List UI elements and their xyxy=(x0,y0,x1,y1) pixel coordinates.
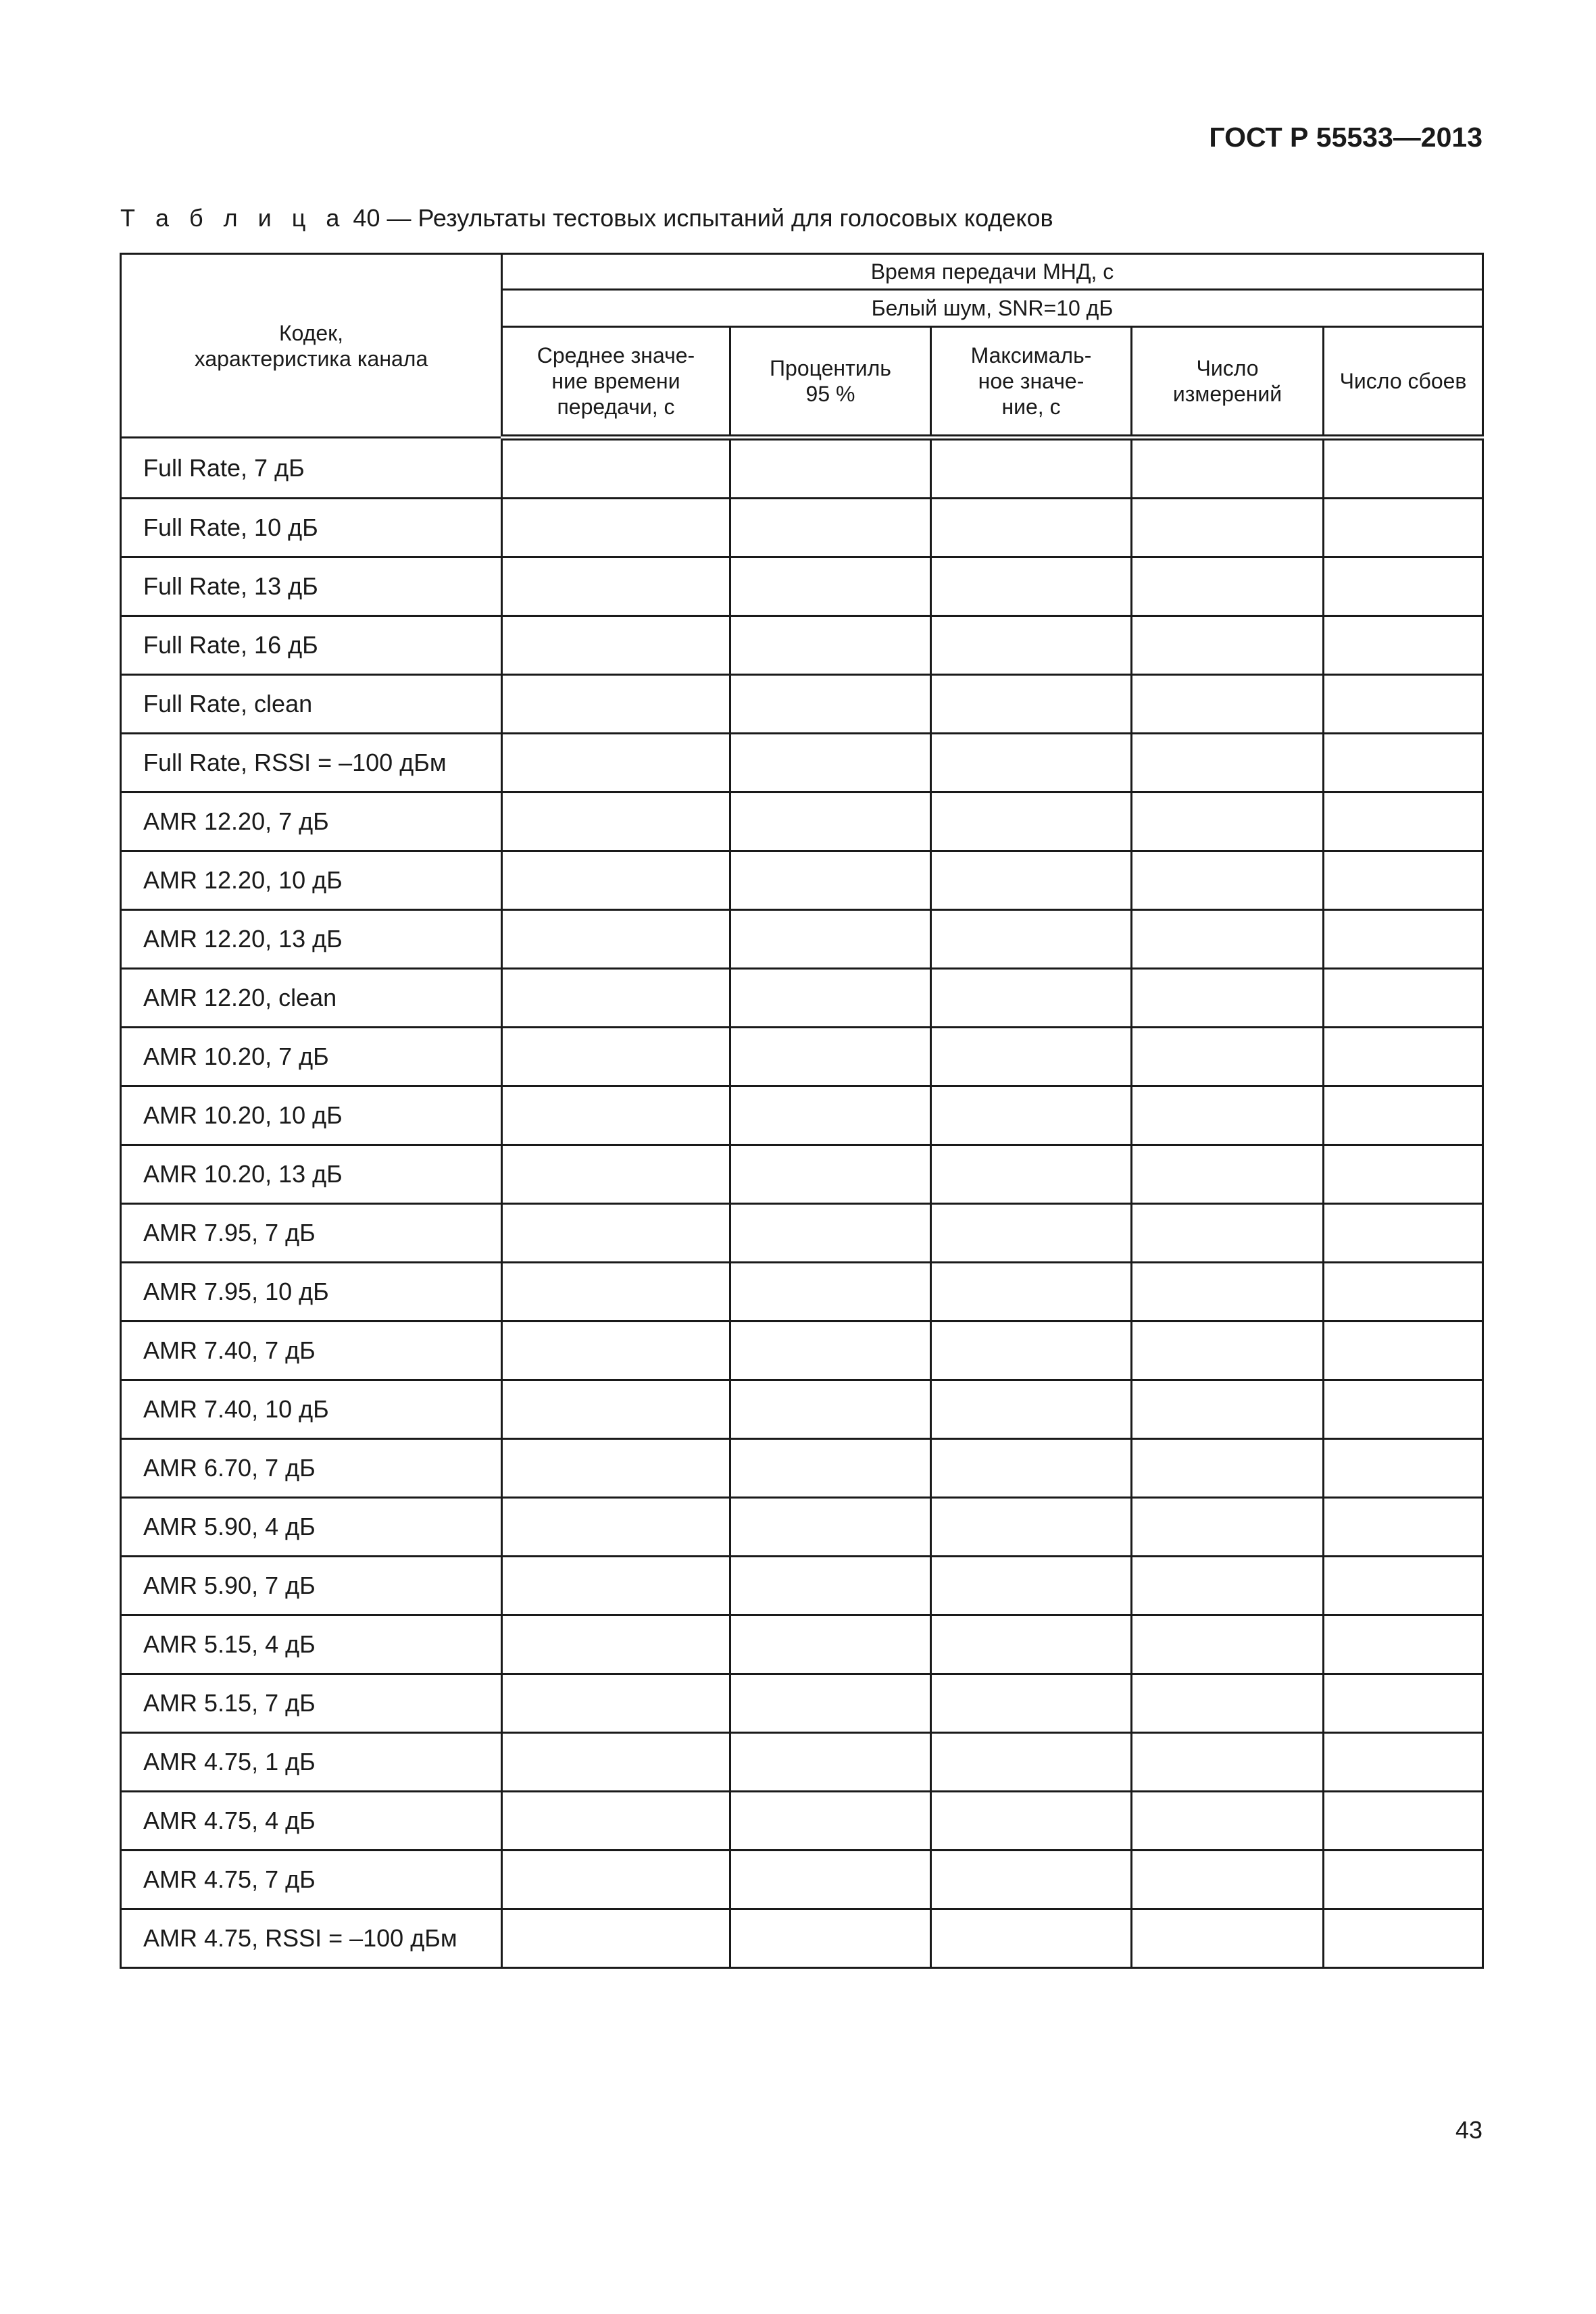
codec-cell: AMR 7.95, 7 дБ xyxy=(121,1204,502,1263)
empty-cell xyxy=(730,499,931,557)
empty-cell xyxy=(1132,1086,1324,1145)
header-failures: Число сбоев xyxy=(1324,327,1483,438)
codec-cell: AMR 6.70, 7 дБ xyxy=(121,1439,502,1498)
codec-cell: AMR 4.75, 4 дБ xyxy=(121,1792,502,1851)
empty-cell xyxy=(931,1204,1132,1263)
empty-cell xyxy=(730,616,931,675)
empty-cell xyxy=(502,557,730,616)
empty-cell xyxy=(1132,1733,1324,1792)
empty-cell xyxy=(730,1439,931,1498)
empty-cell xyxy=(1324,1733,1483,1792)
empty-cell xyxy=(1324,1851,1483,1909)
table-row xyxy=(121,1145,1483,1204)
table-row xyxy=(121,1851,1483,1909)
table-row xyxy=(121,1204,1483,1263)
empty-cell xyxy=(502,1086,730,1145)
empty-cell xyxy=(1324,734,1483,793)
codec-cell: Full Rate, 13 дБ xyxy=(121,557,502,616)
empty-cell xyxy=(931,910,1132,969)
empty-cell xyxy=(730,1557,931,1615)
table-row xyxy=(121,1086,1483,1145)
empty-cell xyxy=(502,1145,730,1204)
empty-cell xyxy=(931,499,1132,557)
empty-cell xyxy=(1324,1557,1483,1615)
table-row xyxy=(121,616,1483,675)
empty-cell xyxy=(502,1028,730,1086)
table-caption xyxy=(120,204,1053,232)
empty-cell xyxy=(931,1615,1132,1674)
empty-cell xyxy=(1132,1322,1324,1380)
empty-cell xyxy=(1324,557,1483,616)
table-caption-title: — Результаты тестовых испытаний для голосовых кодеков xyxy=(380,204,1053,232)
empty-cell xyxy=(931,1145,1132,1204)
codec-cell: AMR 5.90, 7 дБ xyxy=(121,1557,502,1615)
empty-cell xyxy=(730,1145,931,1204)
empty-cell xyxy=(931,1557,1132,1615)
table-row xyxy=(121,1263,1483,1322)
empty-cell xyxy=(1324,1498,1483,1557)
empty-cell xyxy=(502,1792,730,1851)
empty-cell xyxy=(502,499,730,557)
empty-cell xyxy=(931,1439,1132,1498)
empty-cell xyxy=(1132,1909,1324,1968)
empty-cell xyxy=(502,1322,730,1380)
empty-cell xyxy=(502,851,730,910)
codec-cell: Full Rate, 7 дБ xyxy=(121,438,502,499)
empty-cell xyxy=(502,793,730,851)
empty-cell xyxy=(502,1674,730,1733)
empty-cell xyxy=(1132,910,1324,969)
empty-cell xyxy=(1132,1498,1324,1557)
empty-cell xyxy=(1132,1615,1324,1674)
empty-cell xyxy=(502,616,730,675)
empty-cell xyxy=(931,675,1132,734)
codec-cell: AMR 4.75, RSSI = –100 дБм xyxy=(121,1909,502,1968)
empty-cell xyxy=(1324,1792,1483,1851)
empty-cell xyxy=(931,438,1132,499)
empty-cell xyxy=(931,616,1132,675)
empty-cell xyxy=(1324,616,1483,675)
table-row xyxy=(121,1028,1483,1086)
table-row xyxy=(121,499,1483,557)
empty-cell xyxy=(1324,1674,1483,1733)
empty-cell xyxy=(931,1733,1132,1792)
empty-cell xyxy=(1132,1204,1324,1263)
codec-cell: Full Rate, 10 дБ xyxy=(121,499,502,557)
empty-cell xyxy=(730,734,931,793)
table-row xyxy=(121,734,1483,793)
empty-cell xyxy=(1132,1439,1324,1498)
table-row xyxy=(121,1792,1483,1851)
table-row xyxy=(121,793,1483,851)
codec-cell: AMR 7.95, 10 дБ xyxy=(121,1263,502,1322)
empty-cell xyxy=(730,675,931,734)
empty-cell xyxy=(1324,1615,1483,1674)
empty-cell xyxy=(1132,851,1324,910)
header-percentile: Процентиль 95 % xyxy=(730,327,931,438)
empty-cell xyxy=(502,1909,730,1968)
codec-cell: AMR 10.20, 10 дБ xyxy=(121,1086,502,1145)
table-row xyxy=(121,1380,1483,1439)
empty-cell xyxy=(1324,1909,1483,1968)
empty-cell xyxy=(502,1733,730,1792)
empty-cell xyxy=(730,1792,931,1851)
empty-cell xyxy=(1324,1322,1483,1380)
empty-cell xyxy=(931,1322,1132,1380)
empty-cell xyxy=(931,1086,1132,1145)
empty-cell xyxy=(1324,1028,1483,1086)
table-row xyxy=(121,1615,1483,1674)
empty-cell xyxy=(1324,1204,1483,1263)
table-row xyxy=(121,1733,1483,1792)
empty-cell xyxy=(1324,910,1483,969)
empty-cell xyxy=(730,969,931,1028)
empty-cell xyxy=(730,1028,931,1086)
empty-cell xyxy=(1132,969,1324,1028)
empty-cell xyxy=(931,734,1132,793)
codec-cell: Full Rate, 16 дБ xyxy=(121,616,502,675)
table-row xyxy=(121,1557,1483,1615)
empty-cell xyxy=(502,910,730,969)
empty-cell xyxy=(1324,969,1483,1028)
empty-cell xyxy=(730,1909,931,1968)
empty-cell xyxy=(1132,1851,1324,1909)
results-table xyxy=(120,253,1484,1969)
codec-cell: AMR 10.20, 13 дБ xyxy=(121,1145,502,1204)
empty-cell xyxy=(1132,1263,1324,1322)
empty-cell xyxy=(502,734,730,793)
table-row xyxy=(121,1439,1483,1498)
empty-cell xyxy=(730,1851,931,1909)
empty-cell xyxy=(502,1439,730,1498)
empty-cell xyxy=(1324,438,1483,499)
empty-cell xyxy=(730,1086,931,1145)
codec-cell: AMR 12.20, 7 дБ xyxy=(121,793,502,851)
empty-cell xyxy=(1132,1145,1324,1204)
empty-cell xyxy=(502,969,730,1028)
empty-cell xyxy=(931,1792,1132,1851)
empty-cell xyxy=(502,675,730,734)
table-caption-number: 40 xyxy=(353,204,380,232)
empty-cell xyxy=(1132,1674,1324,1733)
header-codec: Кодек, характеристика канала xyxy=(121,254,502,438)
codec-cell: AMR 12.20, 10 дБ xyxy=(121,851,502,910)
empty-cell xyxy=(1324,793,1483,851)
table-row xyxy=(121,557,1483,616)
table-caption-label: Т а б л и ц а xyxy=(120,204,347,232)
empty-cell xyxy=(1132,616,1324,675)
table-row xyxy=(121,1498,1483,1557)
table-row xyxy=(121,1909,1483,1968)
codec-cell: AMR 7.40, 7 дБ xyxy=(121,1322,502,1380)
table-row xyxy=(121,438,1483,499)
empty-cell xyxy=(1132,1792,1324,1851)
empty-cell xyxy=(1324,1086,1483,1145)
codec-cell: AMR 7.40, 10 дБ xyxy=(121,1380,502,1439)
empty-cell xyxy=(730,557,931,616)
empty-cell xyxy=(730,910,931,969)
empty-cell xyxy=(1132,438,1324,499)
empty-cell xyxy=(931,1380,1132,1439)
empty-cell xyxy=(502,1557,730,1615)
empty-cell xyxy=(730,1498,931,1557)
empty-cell xyxy=(502,1204,730,1263)
empty-cell xyxy=(730,438,931,499)
header-count: Число измерений xyxy=(1132,327,1324,438)
empty-cell xyxy=(1324,1145,1483,1204)
empty-cell xyxy=(1132,675,1324,734)
codec-cell: Full Rate, clean xyxy=(121,675,502,734)
table-row xyxy=(121,910,1483,969)
empty-cell xyxy=(931,1674,1132,1733)
page-number: 43 xyxy=(1455,2116,1482,2144)
codec-cell: Full Rate, RSSI = –100 дБм xyxy=(121,734,502,793)
header-max: Максималь- ное значе- ние, с xyxy=(931,327,1132,438)
empty-cell xyxy=(502,438,730,499)
header-mean: Среднее значе- ние времени передачи, с xyxy=(502,327,730,438)
empty-cell xyxy=(1132,1380,1324,1439)
empty-cell xyxy=(1324,1380,1483,1439)
empty-cell xyxy=(502,1851,730,1909)
empty-cell xyxy=(730,1674,931,1733)
empty-cell xyxy=(1324,1439,1483,1498)
empty-cell xyxy=(730,1733,931,1792)
empty-cell xyxy=(502,1380,730,1439)
empty-cell xyxy=(1132,734,1324,793)
empty-cell xyxy=(931,851,1132,910)
empty-cell xyxy=(730,1380,931,1439)
empty-cell xyxy=(931,1263,1132,1322)
empty-cell xyxy=(502,1615,730,1674)
header-white-noise: Белый шум, SNR=10 дБ xyxy=(502,290,1483,327)
empty-cell xyxy=(931,1498,1132,1557)
empty-cell xyxy=(502,1263,730,1322)
table-row xyxy=(121,1322,1483,1380)
codec-cell: AMR 4.75, 1 дБ xyxy=(121,1733,502,1792)
table-row xyxy=(121,1674,1483,1733)
empty-cell xyxy=(1132,1028,1324,1086)
codec-cell: AMR 12.20, clean xyxy=(121,969,502,1028)
empty-cell xyxy=(1324,675,1483,734)
empty-cell xyxy=(1132,1557,1324,1615)
empty-cell xyxy=(502,1498,730,1557)
codec-cell: AMR 10.20, 7 дБ xyxy=(121,1028,502,1086)
codec-cell: AMR 5.15, 4 дБ xyxy=(121,1615,502,1674)
empty-cell xyxy=(931,1028,1132,1086)
empty-cell xyxy=(730,1204,931,1263)
empty-cell xyxy=(1132,499,1324,557)
document-code: ГОСТ Р 55533—2013 xyxy=(1209,122,1482,153)
empty-cell xyxy=(1132,793,1324,851)
table-row xyxy=(121,675,1483,734)
codec-cell: AMR 4.75, 7 дБ xyxy=(121,1851,502,1909)
empty-cell xyxy=(730,793,931,851)
codec-cell: AMR 5.15, 7 дБ xyxy=(121,1674,502,1733)
empty-cell xyxy=(931,793,1132,851)
table-row xyxy=(121,969,1483,1028)
empty-cell xyxy=(931,1851,1132,1909)
empty-cell xyxy=(1324,499,1483,557)
empty-cell xyxy=(730,1263,931,1322)
header-transfer-time: Время передачи МНД, с xyxy=(502,254,1483,290)
empty-cell xyxy=(931,969,1132,1028)
table-body xyxy=(121,438,1483,1968)
empty-cell xyxy=(730,1322,931,1380)
codec-cell: AMR 12.20, 13 дБ xyxy=(121,910,502,969)
empty-cell xyxy=(1324,851,1483,910)
empty-cell xyxy=(730,1615,931,1674)
table-row xyxy=(121,851,1483,910)
empty-cell xyxy=(1132,557,1324,616)
empty-cell xyxy=(1324,1263,1483,1322)
empty-cell xyxy=(931,557,1132,616)
empty-cell xyxy=(931,1909,1132,1968)
empty-cell xyxy=(730,851,931,910)
codec-cell: AMR 5.90, 4 дБ xyxy=(121,1498,502,1557)
